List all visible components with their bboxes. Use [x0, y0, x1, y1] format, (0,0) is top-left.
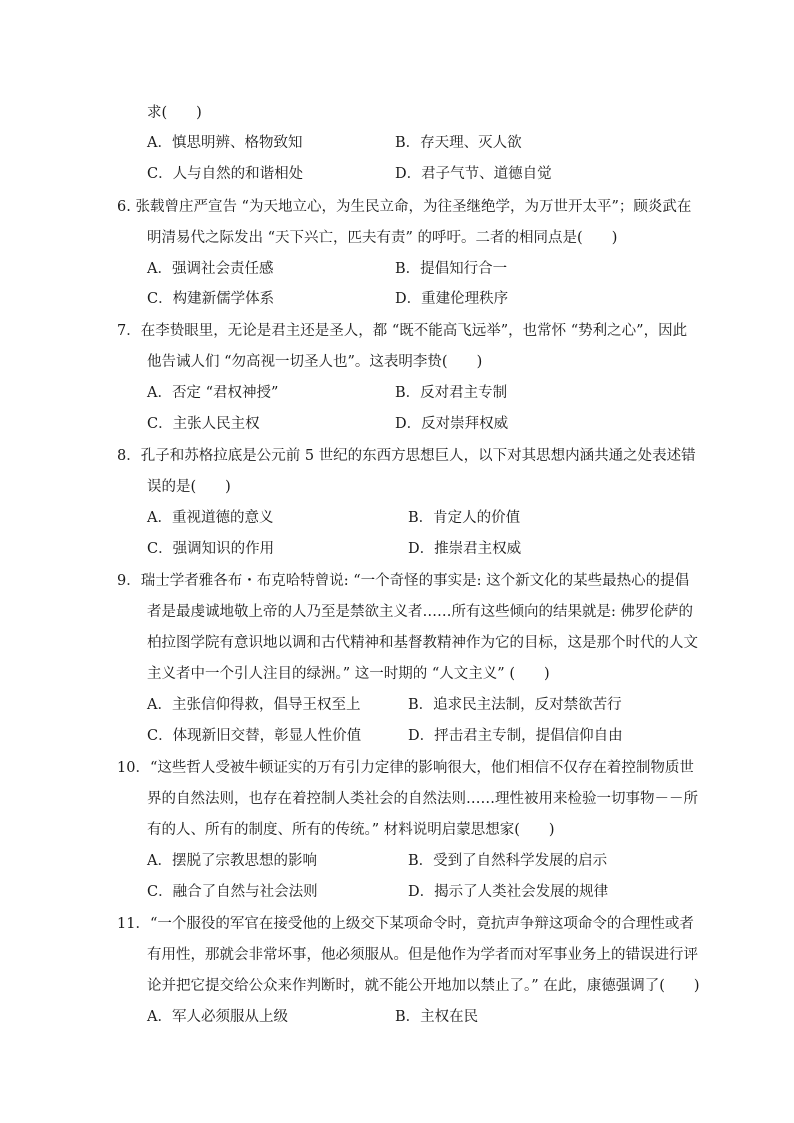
q9-stem-line-4: 主义者中一个引人注目的绿洲。” 这一时期的 “人文主义” ( ): [147, 666, 550, 682]
q10-stem-line-3: 有的人、所有的制度、所有的传统。” 材料说明启蒙思想家( ): [147, 822, 555, 838]
q5-option-c: C．人与自然的和谐相处: [147, 166, 304, 182]
q9-stem-line-3: 柏拉图学院有意识地以调和古代精神和基督教精神作为它的目标，这是那个时代的人文: [147, 635, 698, 651]
q9-option-a: A．主张信仰得救，倡导王权至上: [147, 697, 361, 713]
q11-option-a: A．军人必须服从上级: [147, 1009, 288, 1025]
q8-stem-line-2: 误的是( ): [147, 479, 231, 495]
q6-option-c: C．构建新儒学体系: [147, 291, 275, 307]
q5-stem-tail: 求( ): [147, 105, 202, 121]
q7-option-b: B．反对君主专制: [395, 385, 508, 401]
q6-option-b: B．提倡知行合一: [395, 261, 508, 277]
q10-option-d: D．揭示了人类社会发展的规律: [408, 884, 609, 900]
q9-option-d: D．抨击君主专制，提倡信仰自由: [408, 728, 623, 744]
q6-option-a: A．强调社会责任感: [147, 261, 274, 277]
q6-stem-line-2: 明清易代之际发出 “天下兴亡，匹夫有责” 的呼吁。二者的相同点是( ): [147, 230, 618, 246]
q7-option-c: C．主张人民主权: [147, 416, 260, 432]
q5-option-a: A．慎思明辨、格物致知: [147, 135, 303, 151]
q11-stem-line-3: 论并把它提交给公众来作判断时，就不能公开地加以禁止了。” 在此，康德强调了( ): [147, 978, 700, 994]
q9-option-b: B．追求民主法制，反对禁欲苦行: [408, 697, 622, 713]
q7-stem-line-2: 他告诫人们 “勿高视一切圣人也”。这表明李贽( ): [147, 354, 483, 370]
q10-option-b: B．受到了自然科学发展的启示: [408, 853, 608, 869]
q10-stem-line-2: 界的自然法则，也存在着控制人类社会的自然法则……理性被用来检验一切事物－－所: [147, 791, 698, 807]
q11-option-b: B．主权在民: [395, 1009, 479, 1025]
q8-stem-line-1: 8．孔子和苏格拉底是公元前 5 世纪的东西方思想巨人，以下对其思想内涵共通之处表述错: [117, 448, 696, 464]
q7-stem-line-1: 7．在李贽眼里，无论是君主还是圣人，都 “既不能高飞远举”，也常怀 “势利之心”，因此: [117, 323, 688, 339]
q10-option-a: A．摆脱了宗教思想的影响: [147, 853, 317, 869]
q10-option-c: C．融合了自然与社会法则: [147, 884, 318, 900]
q10-stem-line-1: 10．“这些哲人受被牛顿证实的万有引力定律的影响很大，他们相信不仅存在着控制物质世: [117, 760, 694, 776]
q8-option-a: A．重视道德的意义: [147, 510, 274, 526]
q5-option-d: D．君子气节、道德自觉: [395, 166, 552, 182]
q9-stem-line-1: 9．瑞士学者雅各布・布克哈特曾说: “一个奇怪的事实是: 这个新文化的某些最热心的提倡: [117, 573, 690, 589]
q9-option-c: C．体现新旧交替，彰显人性价值: [147, 728, 362, 744]
q7-option-a: A．否定 “君权神授”: [147, 385, 279, 401]
q7-option-d: D．反对崇拜权威: [395, 416, 509, 432]
q8-option-b: B．肯定人的价值: [408, 510, 521, 526]
q8-option-d: D．推崇君主权威: [408, 541, 522, 557]
q6-option-d: D．重建伦理秩序: [395, 291, 509, 307]
q8-option-c: C．强调知识的作用: [147, 541, 275, 557]
q5-option-b: B．存天理、灭人欲: [395, 135, 522, 151]
q9-stem-line-2: 者是最虔诚地敬上帝的人乃至是禁欲主义者……所有这些倾向的结果就是: 佛罗伦萨的: [147, 604, 693, 620]
q11-stem-line-1: 11．“一个服役的军官在接受他的上级交下某项命令时，竟抗声争辩这项命令的合理性或者: [117, 916, 694, 932]
q6-stem-line-1: 6. 张载曾庄严宣告 “为天地立心，为生民立命，为往圣继绝学，为万世开太平”；顾炎武在: [117, 199, 692, 215]
q11-stem-line-2: 有用性，那就会非常坏事，他必须服从。但是他作为学者而对军事业务上的错误进行评: [147, 947, 698, 963]
